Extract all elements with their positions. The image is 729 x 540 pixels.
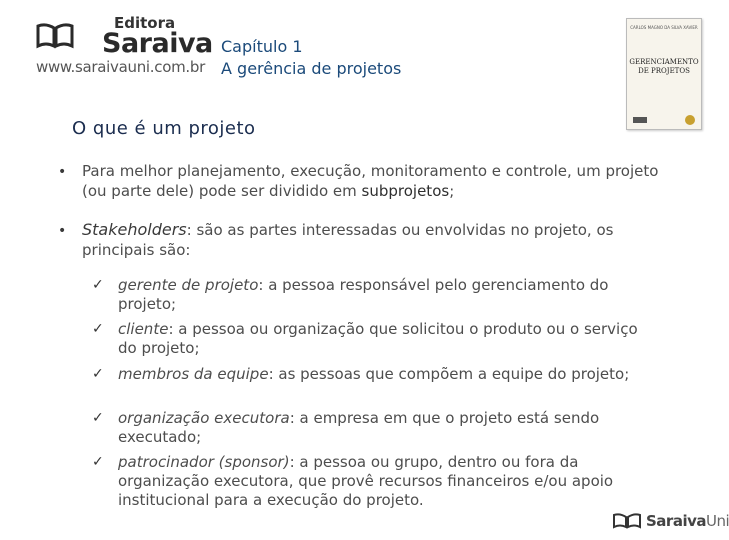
checkmark-icon: ✓: [92, 277, 104, 293]
paragraph-text: Para melhor planejamento, execução, monitoramento e controle, um projeto (ou parte dele) pode ser dividido em: [82, 162, 659, 200]
stakeholders-term: Stakeholders: [82, 220, 187, 239]
book-cover-image: [626, 18, 702, 130]
cover-seal: [685, 115, 695, 125]
list-item-desc: : a pessoa ou organização que solicitou o produto ou o serviço do projeto;: [118, 320, 638, 357]
list-item-term: cliente: [118, 320, 169, 338]
list-item-term: organização executora: [118, 409, 290, 427]
cover-title-line1: GERENCIAMENTO: [629, 58, 699, 66]
list-item: [118, 365, 658, 384]
footer-brand: Saraiva: [646, 512, 706, 530]
list-item: [118, 409, 658, 447]
bullet-icon: •: [58, 164, 67, 180]
checkmark-icon: ✓: [92, 321, 104, 337]
list-item-term: membros da equipe: [118, 365, 269, 383]
chapter-number: Capítulo 1: [221, 37, 303, 56]
cover-publisher-mark: [633, 117, 647, 123]
paragraph-strong: subprojetos: [361, 182, 450, 200]
checkmark-icon: ✓: [92, 454, 104, 470]
list-item-desc: : a empresa em que o projeto está sendo executado;: [118, 409, 600, 446]
cover-title-line2: DE PROJETOS: [638, 67, 690, 75]
editora-saraiva-logo[interactable]: [32, 12, 213, 76]
paragraph-text: : são as partes interessadas ou envolvidas no projeto, os principais são:: [82, 221, 614, 259]
saraiva-uni-logo[interactable]: [612, 510, 729, 532]
open-book-icon: [612, 513, 642, 529]
list-item-desc: : a pessoa ou grupo, dentro ou fora da organização executora, que provê recursos financeiros e/ou apoio institucional para a execução do projeto.: [118, 453, 614, 509]
bullet-icon: •: [58, 223, 67, 239]
list-item: [118, 320, 658, 358]
footer-logo-text: [646, 512, 729, 530]
list-item-term: gerente de projeto: [118, 276, 259, 294]
list-item-desc: : as pessoas que compõem a equipe do projeto;: [268, 365, 630, 383]
cover-author: CARLOS MAGNO DA SILVA XAVIER: [630, 25, 698, 30]
list-item-term: patrocinador (sponsor): [118, 453, 290, 471]
chapter-heading: [221, 36, 401, 80]
footer-suffix: Uni: [706, 512, 729, 530]
checkmark-icon: ✓: [92, 410, 104, 426]
paragraph-stakeholders: [82, 220, 662, 260]
paragraph-subprojects: [82, 161, 662, 201]
list-item: [118, 276, 658, 314]
section-title: O que é um projeto: [72, 118, 256, 139]
logo-url[interactable]: www.saraivauni.com.br: [36, 58, 205, 76]
list-item: [118, 453, 658, 510]
open-book-icon: [36, 22, 74, 50]
header: [0, 0, 720, 88]
logo-saraiva-text: Saraiva: [102, 28, 213, 59]
logo-editora-text: Editora: [114, 14, 176, 32]
list-item-desc: : a pessoa responsável pelo gerenciamento do projeto;: [118, 276, 609, 313]
chapter-title: A gerência de projetos: [221, 59, 402, 78]
paragraph-tail: ;: [449, 182, 455, 200]
checkmark-icon: ✓: [92, 366, 104, 382]
